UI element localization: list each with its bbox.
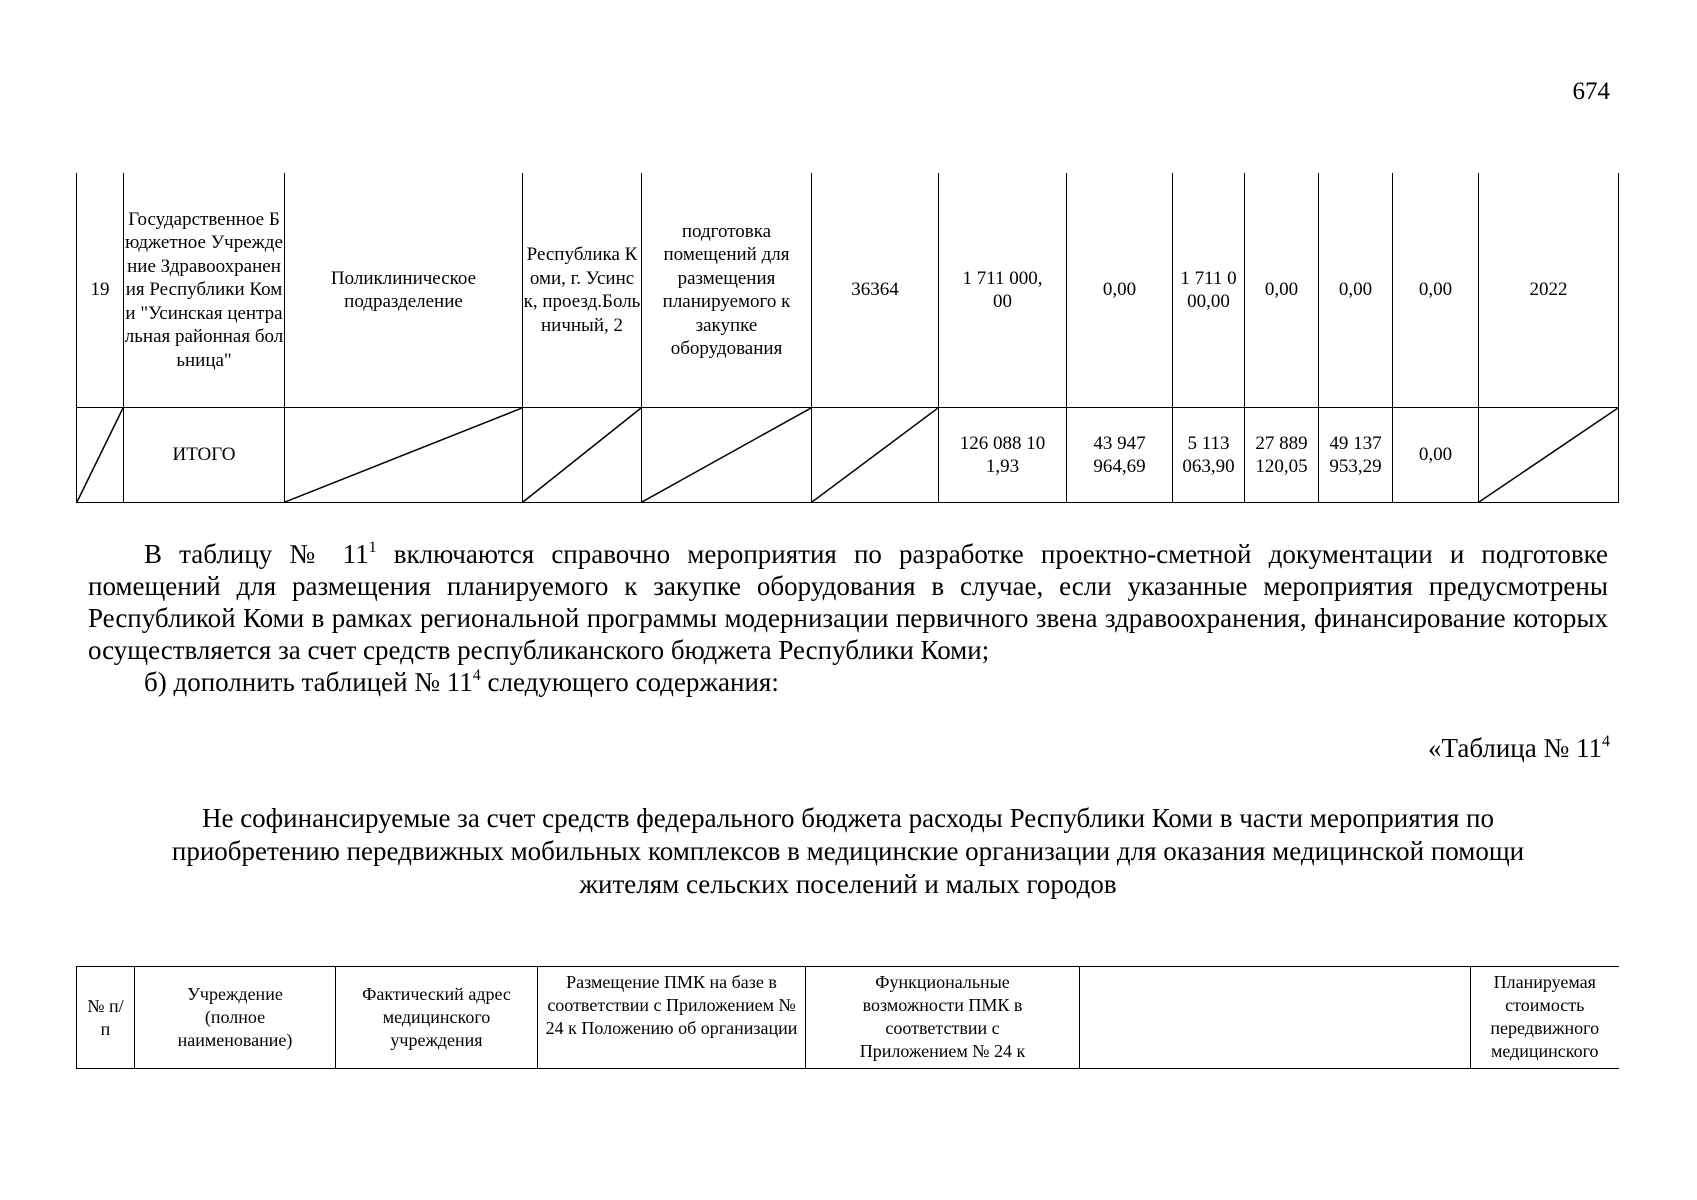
column-header-capabilities: Функциональные возможности ПМК в соответствии с Приложением № 24 к — [806, 967, 1080, 1069]
address: Республика Коми, г. Усинск, проезд.Больничный, 2 — [523, 173, 642, 408]
empty-cell — [77, 408, 124, 503]
column-header-empty — [1080, 967, 1471, 1069]
activity: подготовка помещений для размещения планируемого к закупке оборудования — [642, 173, 812, 408]
total-label: ИТОГО — [124, 408, 285, 503]
empty-cell — [812, 408, 939, 503]
value-3: 0,00 — [1245, 173, 1319, 408]
total-value-2: 5 113 063,90 — [1173, 408, 1245, 503]
empty-cell — [642, 408, 812, 503]
institution-name: Государственное Бюджетное Учреждение Здравоохранения Республики Коми "Усинская центральная районная больница" — [124, 173, 285, 408]
total-value-4: 49 137 953,29 — [1319, 408, 1393, 503]
table-row-total — [77, 408, 1619, 503]
paragraph-2: б) дополнить таблицей № $11^4$ следующего содержания: — [144, 667, 779, 697]
total-value-3: 27 889 120,05 — [1245, 408, 1319, 503]
column-header-placement: Размещение ПМК на базе в соответствии с Приложением № 24 к Положению об организации — [538, 967, 806, 1069]
division-name: Поликлиническое подразделение — [285, 173, 523, 408]
column-header-address: Фактический адрес медицинского учреждения — [336, 967, 538, 1069]
empty-cell — [523, 408, 642, 503]
empty-cell — [1479, 408, 1619, 503]
column-header-number: № п/п — [77, 967, 135, 1069]
code: 36364 — [812, 173, 939, 408]
column-header-cost: Планируемая стоимость передвижного медицинского — [1471, 967, 1619, 1069]
paragraph-1: В таблицу № $11^1$ включаются справочно мероприятия по разработке проектно-сметной документации и подготовке помещений для размещения планируемого к закупке оборудования в случае, если указанные мероприятия предусмотрены Республикой Коми в рамках региональной программы модернизации первичного звена здравоохранения, финансирование которых осуществляется за счет средств республиканского бюджета Республики Коми; — [88, 539, 1608, 665]
value-2: 1 711 000,00 — [1173, 173, 1245, 408]
total-value-5: 0,00 — [1393, 408, 1479, 503]
row-number: 19 — [77, 173, 124, 408]
top-table — [76, 173, 1619, 503]
table-title: Не софинансируемые за счет средств федерального бюджета расходы Республики Коми в части мероприятия по приобретению передвижных мобильных комплексов в медицинские организации для оказания медицинской помощи жителям сельских поселений и малых городов — [171, 803, 1525, 899]
header-row — [77, 967, 1619, 1069]
total-cost: 1 711 000,00 — [939, 173, 1067, 408]
body-text — [88, 538, 1608, 698]
value-4: 0,00 — [1319, 173, 1393, 408]
year: 2022 — [1479, 173, 1619, 408]
value-1: 0,00 — [1067, 173, 1173, 408]
empty-cell — [285, 408, 523, 503]
table-row-19 — [77, 173, 1619, 408]
table-caption: «Таблица № $11^4$ — [1428, 733, 1610, 763]
bottom-table — [76, 966, 1619, 1069]
column-header-institution: Учреждение (полное наименование) — [135, 967, 336, 1069]
total-value-1: 43 947 964,69 — [1067, 408, 1173, 503]
value-5: 0,00 — [1393, 173, 1479, 408]
page-number: 674 — [1572, 78, 1610, 105]
total-sum: 126 088 101,93 — [939, 408, 1067, 503]
